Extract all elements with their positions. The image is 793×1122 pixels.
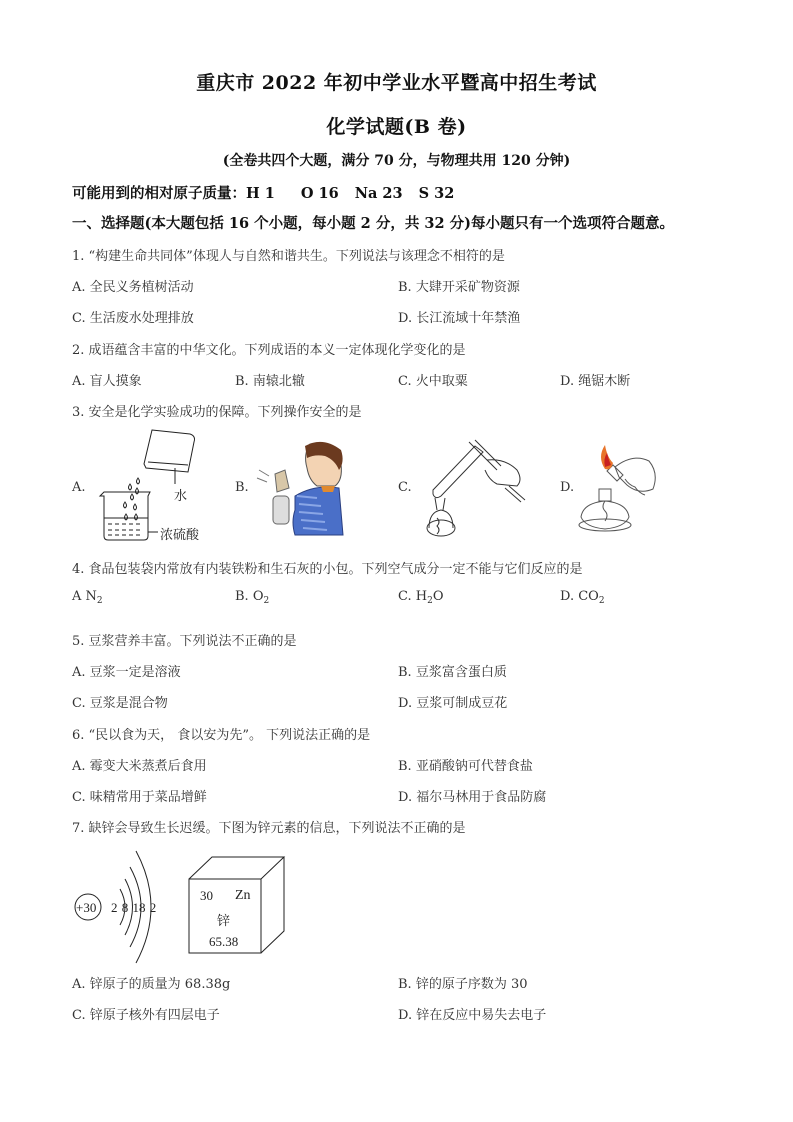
question-7-option-c[interactable]: C. 锌原子核外有四层电子 [72,1008,220,1023]
question-3-stem: 3. 安全是化学实验成功的保障。下列操作安全的是 [72,405,362,420]
question-2-option-b[interactable]: B. 南辕北辙 [235,374,305,389]
question-1-option-a[interactable]: A. 全民义务植树活动 [72,280,194,295]
electron-shells: 2 8 18 2 [111,900,157,915]
question-6-option-d[interactable]: D. 福尔马林用于食品防腐 [398,790,547,805]
option-text: B. O [235,589,264,604]
label-concentrated-sulfuric-acid: 浓硫酸 [160,528,200,543]
question-1-option-b[interactable]: B. 大肆开采矿物资源 [398,280,520,295]
question-2-option-d[interactable]: D. 绳锯木断 [560,374,631,389]
figure-boy-smelling-bottle [255,440,350,535]
atomic-mass-o: O 16 [300,185,339,202]
question-3-option-b[interactable]: B. [235,480,249,495]
question-7-option-a[interactable]: A. 锌原子的质量为 68.38g [72,977,231,992]
subscript: 2 [598,596,605,606]
question-3-option-a[interactable]: A. [72,480,86,495]
question-5-option-d[interactable]: D. 豆浆可制成豆花 [398,696,508,711]
question-1-stem: 1. “构建生命共同体”体现人与自然和谐共生。下列说法与该理念不相符的是 [72,249,505,264]
atomic-masses [72,182,454,203]
question-1-option-d[interactable]: D. 长江流域十年禁渔 [398,311,521,326]
question-6-option-c[interactable]: C. 味精常用于菜品增鲜 [72,790,207,805]
figure-alcohol-lamps [575,445,665,535]
question-4-option-b[interactable] [235,589,269,606]
figure-heating-test-tube [425,440,535,540]
question-4-option-c[interactable] [398,589,444,606]
element-atomic-number: 30 [200,888,213,903]
question-5-option-b[interactable]: B. 豆浆富含蛋白质 [398,665,507,680]
element-symbol: Zn [235,888,251,903]
exam-title: 重庆市 2022 年初中学业水平暨高中招生考试 [196,72,597,94]
option-text: O [432,589,444,604]
atomic-mass-h: H 1 [246,185,275,202]
option-text: D. CO [560,589,599,604]
nucleus-charge: +30 [76,900,97,915]
question-5-stem: 5. 豆浆营养丰富。下列说法不正确的是 [72,634,297,649]
question-3-option-d[interactable]: D. [560,480,575,495]
element-name: 锌 [217,914,231,929]
option-text: C. H [398,589,428,604]
exam-subtitle: 化学试题(B 卷) [326,116,467,138]
subscript: 2 [427,596,433,606]
question-7-stem: 7. 缺锌会导致生长迟缓。下图为锌元素的信息，下列说法不正确的是 [72,821,466,836]
label-water: 水 [174,489,188,504]
question-4-option-a[interactable] [72,589,103,606]
question-3-option-c[interactable]: C. [398,480,412,495]
question-2-option-a[interactable]: A. 盲人摸象 [72,374,142,389]
question-4-option-d[interactable] [560,589,605,606]
question-6-option-b[interactable]: B. 亚硝酸钠可代替食盐 [398,759,533,774]
question-6-option-a[interactable]: A. 霉变大米蒸煮后食用 [72,759,207,774]
option-text: A N [72,589,97,604]
question-5-option-c[interactable]: C. 豆浆是混合物 [72,696,168,711]
question-2-option-c[interactable]: C. 火中取粟 [398,374,468,389]
question-5-option-a[interactable]: A. 豆浆一定是溶液 [72,665,181,680]
element-atomic-mass: 65.38 [209,934,239,949]
question-7-option-b[interactable]: B. 锌的原子序数为 30 [398,977,528,992]
subscript: 2 [96,596,103,606]
exam-note: (全卷共四个大题，满分 70 分，与物理共用 120 分钟) [222,153,571,169]
question-2-stem: 2. 成语蕴含丰富的中华文化。下列成语的本义一定体现化学变化的是 [72,343,466,358]
atomic-mass-s: S 32 [418,185,455,202]
question-4-stem: 4. 食品包装袋内常放有内装铁粉和生石灰的小包。下列空气成分一定不能与它们反应的是 [72,562,583,577]
question-6-stem: 6. “民以食为天， 食以安为先”。 下列说法正确的是 [72,728,371,743]
atomic-masses-label: 可能用到的相对原子质量： [72,185,246,202]
section-heading: 一、选择题(本大题包括 16 个小题，每小题 2 分，共 32 分)每小题只有一个选项符合题意。 [72,215,674,232]
question-1-option-c[interactable]: C. 生活废水处理排放 [72,311,194,326]
atomic-mass-na: Na 23 [354,185,403,202]
subscript: 2 [263,596,270,606]
question-7-option-d[interactable]: D. 锌在反应中易失去电子 [398,1008,547,1023]
